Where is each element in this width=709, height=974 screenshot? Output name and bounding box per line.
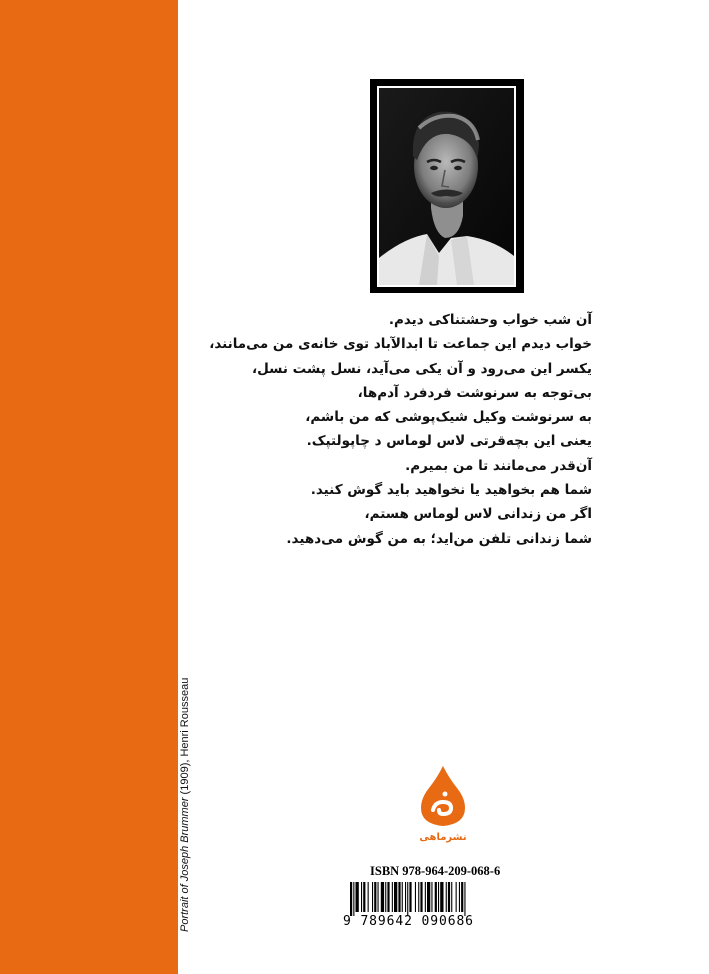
barcode-bar [402,882,403,912]
publisher-name: نشرماهی [419,832,467,843]
barcode-bar [451,882,452,912]
poem-line: بی‌توجه به سرنوشت فردفرد آدم‌ها، [357,384,592,401]
barcode-bar [368,882,369,912]
barcode-bar [361,882,362,912]
barcode-bar [448,882,450,912]
isbn-digits: 9 789642 090686 [343,914,474,929]
barcode-bars [350,882,508,916]
fish-logo-icon [417,764,469,844]
barcode-bar [392,882,393,912]
barcode-bar [440,882,443,912]
barcode-bar [459,882,460,912]
poem-line: یعنی این بچه‌قرتی لاس لوماس د چاپولتپک. [306,433,592,450]
barcode-bar [415,882,416,912]
painting-credit [178,632,192,932]
painting-title: Portrait of Joseph Brummer [179,797,191,932]
barcode-bar [418,882,419,912]
poem-excerpt [210,308,592,551]
poem-line: اگر من زندانی لاس لوماس هستم، [364,506,592,523]
barcode-bar [427,882,430,912]
poem-line: شما زندانی تلفن من‌اید؛ به من گوش می‌دهید. [286,530,592,547]
author-photo-inner [377,86,516,287]
poem-line: خواب دیدم این جماعت تا ابدالآباد توی خانه‌ی من می‌مانند، [209,336,592,353]
barcode-bar [356,882,359,912]
painting-artist: (1909), Henri Rousseau [179,677,191,798]
barcode-bar [353,882,354,916]
poem-line: آن‌قدر می‌مانند تا من بمیرم. [405,457,592,474]
isbn-label: ISBN 978-964-209-068-6 [370,864,501,878]
barcode-bar [405,882,406,912]
barcode-bar [350,882,352,916]
poem-line: آن شب خواب وحشتناکی دیدم. [388,312,592,328]
barcode-bar [378,882,379,912]
author-photo [370,79,524,293]
barcode-bar [385,882,386,912]
barcode-bar [374,882,376,912]
barcode-bar [398,882,400,912]
barcode-bar [431,882,432,912]
barcode-bar [420,882,422,912]
barcode-bar [407,882,408,916]
publisher-logo [417,764,469,844]
barcode-bar [461,882,463,912]
barcode-bar [425,882,426,912]
barcode-bar [372,882,373,912]
poem-line: به سرنوشت وکیل شیک‌پوشی که من باشم، [305,409,592,426]
barcode-bar [438,882,439,912]
barcode-bar [456,882,457,912]
author-portrait-icon [379,88,514,285]
barcode-bar [363,882,365,912]
orange-spine-band [0,0,178,974]
barcode-bar [464,882,465,916]
poem-line: شما هم بخواهید یا نخواهید باید گوش کنید. [310,482,592,499]
barcode-bar [387,882,389,912]
poem-line: یکسر این می‌رود و آن یکی می‌آید، نسل پشت نسل، [251,360,592,377]
barcode-bar [381,882,384,912]
barcode-bar [446,882,447,912]
barcode-bar [435,882,437,912]
barcode-bar [409,882,411,912]
barcode-bar [394,882,397,912]
